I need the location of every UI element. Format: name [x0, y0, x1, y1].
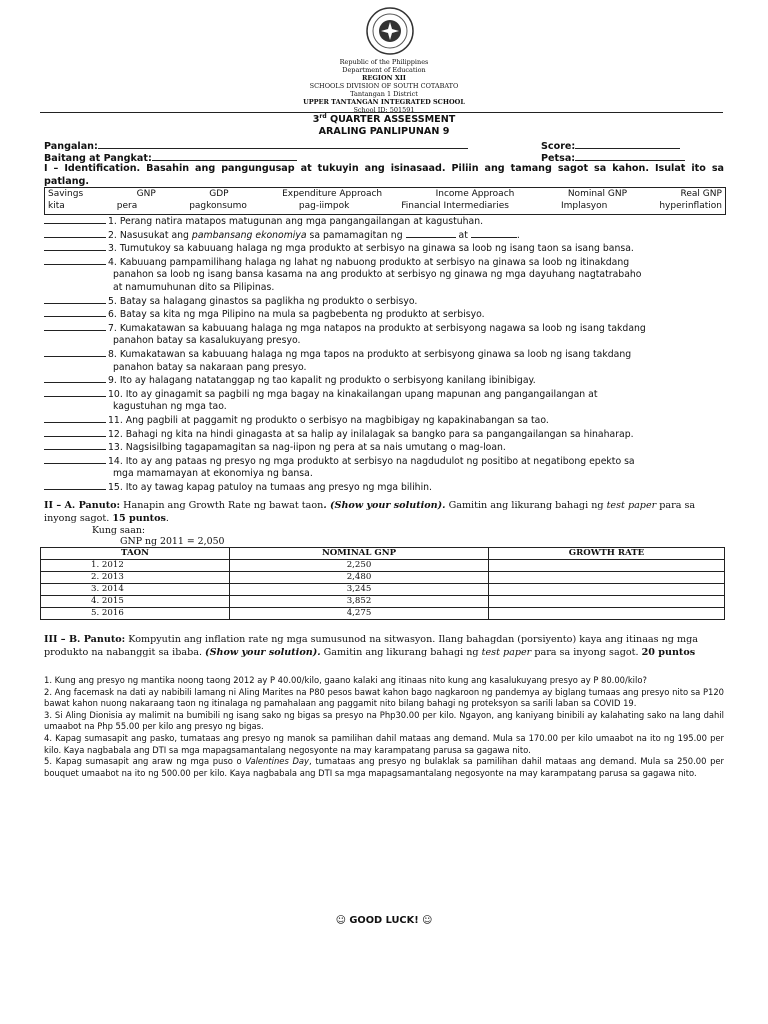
gnp-2011-given: GNP ng 2011 = 2,050 — [120, 536, 225, 547]
problem-2: 2. Ang facemask na dati ay nabibili lamang ni Aling Marites na P80 pesos bawat kahon bago nagkaroon ng pandemya ay biglang tumaas ang presyo nito sa P120 bawat kahon nuong nakaraang taon ng itinalaga ng pamahalaan ang paggamit nito bilang bahagi ng proteksyon sa sarili laban sa COVID 19. — [44, 686, 724, 709]
column-header: NOMINAL GNP — [230, 548, 489, 560]
growth-rate-cell[interactable] — [489, 608, 725, 620]
answer-blank[interactable] — [44, 481, 106, 490]
growth-rate-cell[interactable] — [489, 560, 725, 572]
item-6: 6. Batay sa kita ng mga Pilipino na mula sa pagbebenta ng produkto at serbisyo. — [44, 308, 646, 322]
part1-instruction: I – Identification. Basahin ang pangungusap at tukuyin ang isinasaad. Piliin ang tamang sagot sa kahon. Isulat ito sa patlang. — [44, 163, 724, 187]
problem-3: 3. Si Aling Dionisia ay malimit na bumibili ng isang sako ng bigas sa presyo na Php30.00 per kilo. Ngayon, ang kaniyang binibili ay kalahating sako na lang dahil umaabot na Php 55.00 per kilo ang presyo ng bigas. — [44, 709, 724, 732]
inflation-problems — [44, 675, 724, 779]
answer-blank[interactable] — [44, 308, 106, 317]
item-5: 5. Batay sa halagang ginastos sa paglikha ng produkto o serbisyo. — [44, 295, 646, 309]
answer-blank[interactable] — [44, 374, 106, 383]
answer-blank[interactable] — [44, 388, 106, 397]
table-cell: 2. 2013 — [41, 572, 230, 584]
answer-blank[interactable] — [44, 428, 106, 437]
item-4: 4. Kabuuang pampamilihang halaga ng lahat ng nabuong produkto at serbisyo na ginawa sa loob ng itinakdang panahon sa loob ng isang bansa kasama na ang produkto at serbisyo ng ginawa ng mga dayuhang nagtatrabaho at namumuhunan dito sa Pilipinas. — [44, 256, 646, 295]
identification-items — [44, 215, 646, 494]
header-school: UPPER TANTANGAN INTEGRATED SCHOOL — [303, 98, 465, 106]
answer-blank[interactable] — [44, 242, 106, 251]
problem-4: 4. Kapag sumasapit ang pasko, tumataas ang presyo ng manok sa pamilihan dahil mataas ang demand. Mula sa 170.00 per kilo umaabot na ito ng 195.00 per kilo. Kaya nagbabala ang DTI sa mga mapagsamantalang negosyonte na may karampatang parusa sa gagawa nito. — [44, 732, 724, 755]
subject-title: ARALING PANLIPUNAN 9 — [318, 126, 450, 137]
word-bank-row-1: Savings GNP GDP Expenditure Approach Income Approach Nominal GNP Real GNP — [48, 189, 722, 199]
table-row — [41, 572, 725, 584]
item-12: 12. Bahagi ng kita na hindi ginagasta at sa halip ay inilalagak sa bangko para sa pangangailangan sa hinaharap. — [44, 428, 646, 442]
growth-rate-table — [40, 547, 725, 620]
answer-blank[interactable] — [44, 256, 106, 265]
answer-blank[interactable] — [44, 414, 106, 423]
answer-blank[interactable] — [44, 348, 106, 357]
table-cell: 3,852 — [230, 596, 489, 608]
answer-blank[interactable] — [44, 441, 106, 450]
score-field[interactable]: Score: — [541, 139, 680, 152]
kung-saan-label: Kung saan: — [92, 525, 146, 536]
answer-blank[interactable] — [44, 215, 106, 224]
column-header: TAON — [41, 548, 230, 560]
table-cell: 2,250 — [230, 560, 489, 572]
item-3: 3. Tumutukoy sa kabuuang halaga ng mga produkto at serbisyo na ginawa sa loob ng isang taon sa isang bansa. — [44, 242, 646, 256]
part2a-instruction: II – A. Panuto: Hanapin ang Growth Rate ng bawat taon. (Show your solution). Gamitin ang likurang bahagi ng test paper para sa inyong sagot. 15 puntos. — [44, 500, 696, 524]
table-header-row — [41, 548, 725, 560]
header-department: Department of Education — [342, 66, 426, 74]
header-district: Tantangan 1 District — [350, 90, 418, 98]
item-13: 13. Nagsisilbing tagapamagitan sa nag-iipon ng pera at sa nais umutang o mag-loan. — [44, 441, 646, 455]
word-bank-row-2: kita pera pagkonsumo pag-iimpok Financial Intermediaries Implasyon hyperinflation — [48, 201, 722, 211]
date-field[interactable]: Petsa: — [541, 151, 685, 164]
item-2: 2. Nasusukat ang pambansang ekonomiya sa pamamagitan ng at . — [44, 229, 646, 243]
item-1: 1. Perang natira matapos matugunan ang mga pangangailangan at kagustuhan. — [44, 215, 646, 229]
table-cell: 5. 2016 — [41, 608, 230, 620]
item-10: 10. Ito ay ginagamit sa pagbili ng mga bagay na kinakailangan upang mapunan ang pangangailangan at kagustuhan ng mga tao. — [44, 388, 646, 414]
item-14: 14. Ito ay ang pataas ng presyo ng mga produkto at serbisyo na nagdudulot ng positibo at negatibong epekto sa mga mamamayan at ekonomiya ng bansa. — [44, 455, 646, 481]
answer-blank[interactable] — [44, 229, 106, 238]
item-15: 15. Ito ay tawag kapag patuloy na tumaas ang presyo ng mga bilihin. — [44, 481, 646, 495]
column-header: GROWTH RATE — [489, 548, 725, 560]
header-division: SCHOOLS DIVISION OF SOUTH COTABATO — [309, 82, 459, 90]
growth-rate-cell[interactable] — [489, 572, 725, 584]
header-region: REGION XII — [362, 74, 406, 82]
assessment-title: 3rd QUARTER ASSESSMENT — [312, 113, 456, 126]
problem-5: 5. Kapag sumasapit ang araw ng mga puso o Valentines Day, tumataas ang presyo ng bulaklak sa pamilihan dahil mataas ang demand. Mula sa 250.00 per bouquet umaabot na ito ng 500.00 per kilo. Kaya nagbabala ang DTI sa mga mapagsamantalang negosyonte na may karampatang parusa sa gagawa nito. — [44, 756, 724, 778]
table-cell: 3. 2014 — [41, 584, 230, 596]
growth-rate-cell[interactable] — [489, 596, 725, 608]
good-luck-message: ☺ GOOD LUCK! ☺ — [335, 915, 433, 926]
answer-blank[interactable] — [44, 322, 106, 331]
word-bank — [44, 187, 726, 215]
item-9: 9. Ito ay halagang natatanggap ng tao kapalit ng produkto o serbisyong kanilang ibinibigay. — [44, 374, 646, 388]
grade-section-field[interactable]: Baitang at Pangkat: — [44, 151, 297, 164]
deped-seal-logo — [365, 6, 415, 56]
table-cell: 2,480 — [230, 572, 489, 584]
table-row — [41, 584, 725, 596]
table-cell: 3,245 — [230, 584, 489, 596]
table-cell: 1. 2012 — [41, 560, 230, 572]
table-cell: 4,275 — [230, 608, 489, 620]
header-school-id: School ID: 501591 — [353, 106, 415, 114]
name-field[interactable]: Pangalan: — [44, 139, 468, 152]
part2b-instruction: III – B. Panuto: Kompyutin ang inflation rate ng mga sumusunod na sitwasyon. Ilang bahagdan (porsiyento) kaya ang itinaas ng mga produkto na nabanggit sa ibaba. (Show your solution). Gamitin ang likurang bahagi ng test paper para sa inyong sagot. 20 puntos — [44, 634, 698, 658]
item-11: 11. Ang pagbili at paggamit ng produkto o serbisyo na magbibigay ng kapakinabangan sa tao. — [44, 414, 646, 428]
table-row — [41, 560, 725, 572]
growth-rate-cell[interactable] — [489, 584, 725, 596]
header-republic: Republic of the Philippines — [339, 58, 429, 66]
table-cell: 4. 2015 — [41, 596, 230, 608]
table-row — [41, 596, 725, 608]
item-7: 7. Kumakatawan sa kabuuang halaga ng mga natapos na produkto at serbisyong nagawa sa loob ng isang takdang panahon batay sa kasalukuyang presyo. — [44, 322, 646, 348]
table-row — [41, 608, 725, 620]
answer-blank[interactable] — [44, 455, 106, 464]
item-8: 8. Kumakatawan sa kabuuang halaga ng mga tapos na produkto at serbisyong ginawa sa loob ng isang takdang panahon batay sa nakaraan pang presyo. — [44, 348, 646, 374]
problem-1: 1. Kung ang presyo ng mantika noong taong 2012 ay P 40.00/kilo, gaano kalaki ang itinaas nito kung ang kasalukuyang presyo ay P 80.00/kilo? — [44, 675, 647, 685]
answer-blank[interactable] — [44, 295, 106, 304]
